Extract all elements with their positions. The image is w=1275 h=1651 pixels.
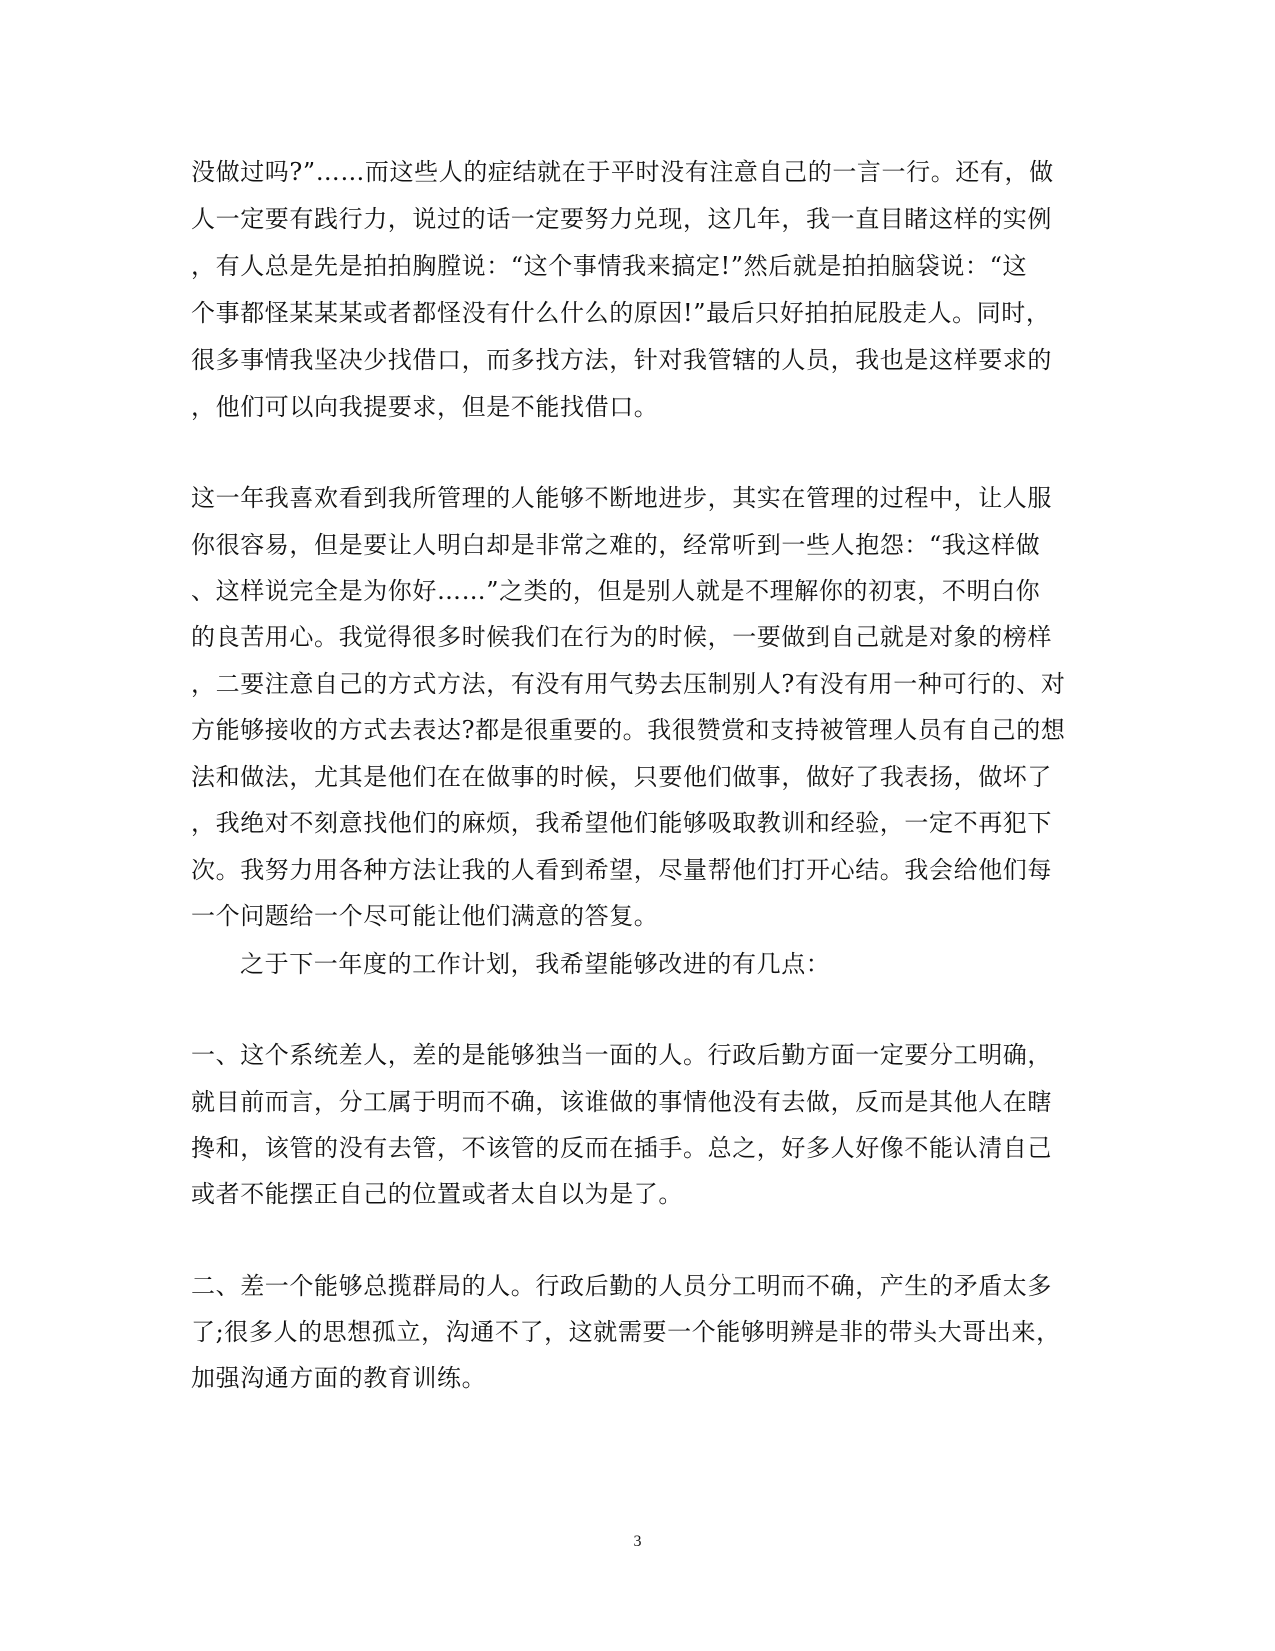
paragraph-2-line-6: 方能够接收的方式去表达?都是很重要的。我很赞赏和支持被管理人员有自己的想 [191,716,1066,744]
paragraph-2-line-10: 一个问题给一个尽可能让他们满意的答复。 [191,902,659,930]
paragraph-2-line-2: 你很容易，但是要让人明白却是非常之难的，经常听到一些人抱怨：“我这样做 [191,531,1041,559]
paragraph-2-line-8: ，我绝对不刻意找他们的麻烦，我希望他们能够吸取教训和经验，一定不再犯下 [191,809,1052,837]
paragraph-3-line-1: 之于下一年度的工作计划，我希望能够改进的有几点： [240,950,831,978]
paragraph-2-line-9: 次。我努力用各种方法让我的人看到希望，尽量帮他们打开心结。我会给他们每 [191,856,1052,884]
paragraph-2-line-3: 、这样说完全是为你好……”之类的，但是别人就是不理解你的初衷，不明白你 [191,577,1041,605]
paragraph-2-line-1: 这一年我喜欢看到我所管理的人能够不断地进步，其实在管理的过程中，让人服 [191,484,1052,512]
paragraph-2-line-7: 法和做法，尤其是他们在在做事的时候，只要他们做事，做好了我表扬，做坏了 [191,763,1052,791]
paragraph-2-line-4: 的良苦用心。我觉得很多时候我们在行为的时候，一要做到自己就是对象的榜样 [191,623,1052,651]
paragraph-1-line-6: ，他们可以向我提要求，但是不能找借口。 [191,393,659,421]
paragraph-4-line-4: 或者不能摆正自己的位置或者太自以为是了。 [191,1180,683,1208]
paragraph-2-line-5: ，二要注意自己的方式方法，有没有用气势去压制别人?有没有用一种可行的、对 [191,670,1066,698]
paragraph-5-line-3: 加强沟通方面的教育训练。 [191,1364,487,1392]
paragraph-4-line-3: 搀和，该管的没有去管，不该管的反而在插手。总之，好多人好像不能认清自己 [191,1134,1052,1162]
paragraph-1-line-2: 人一定要有践行力，说过的话一定要努力兑现，这几年，我一直目睹这样的实例 [191,205,1052,233]
paragraph-1-line-1: 没做过吗?”……而这些人的症结就在于平时没有注意自己的一言一行。还有，做 [191,158,1054,186]
paragraph-4-line-1: 一、这个系统差人，差的是能够独当一面的人。行政后勤方面一定要分工明确， [191,1041,1052,1069]
paragraph-1-line-4: 个事都怪某某某或者都怪没有什么什么的原因!”最后只好拍拍屁股走人。同时， [191,299,1051,327]
paragraph-1-line-3: ，有人总是先是拍拍胸膛说：“这个事情我来搞定!”然后就是拍拍脑袋说：“这 [191,252,1028,280]
paragraph-5-line-2: 了;很多人的思想孤立，沟通不了，这就需要一个能够明辨是非的带头大哥出来， [191,1318,1061,1346]
paragraph-4-line-2: 就目前而言，分工属于明而不确，该谁做的事情他没有去做，反而是其他人在瞎 [191,1088,1052,1116]
page-number: 3 [633,1533,642,1550]
paragraph-5-line-1: 二、差一个能够总揽群局的人。行政后勤的人员分工明而不确，产生的矛盾太多 [191,1272,1052,1300]
paragraph-1-line-5: 很多事情我坚决少找借口，而多找方法，针对我管辖的人员，我也是这样要求的 [191,346,1052,374]
